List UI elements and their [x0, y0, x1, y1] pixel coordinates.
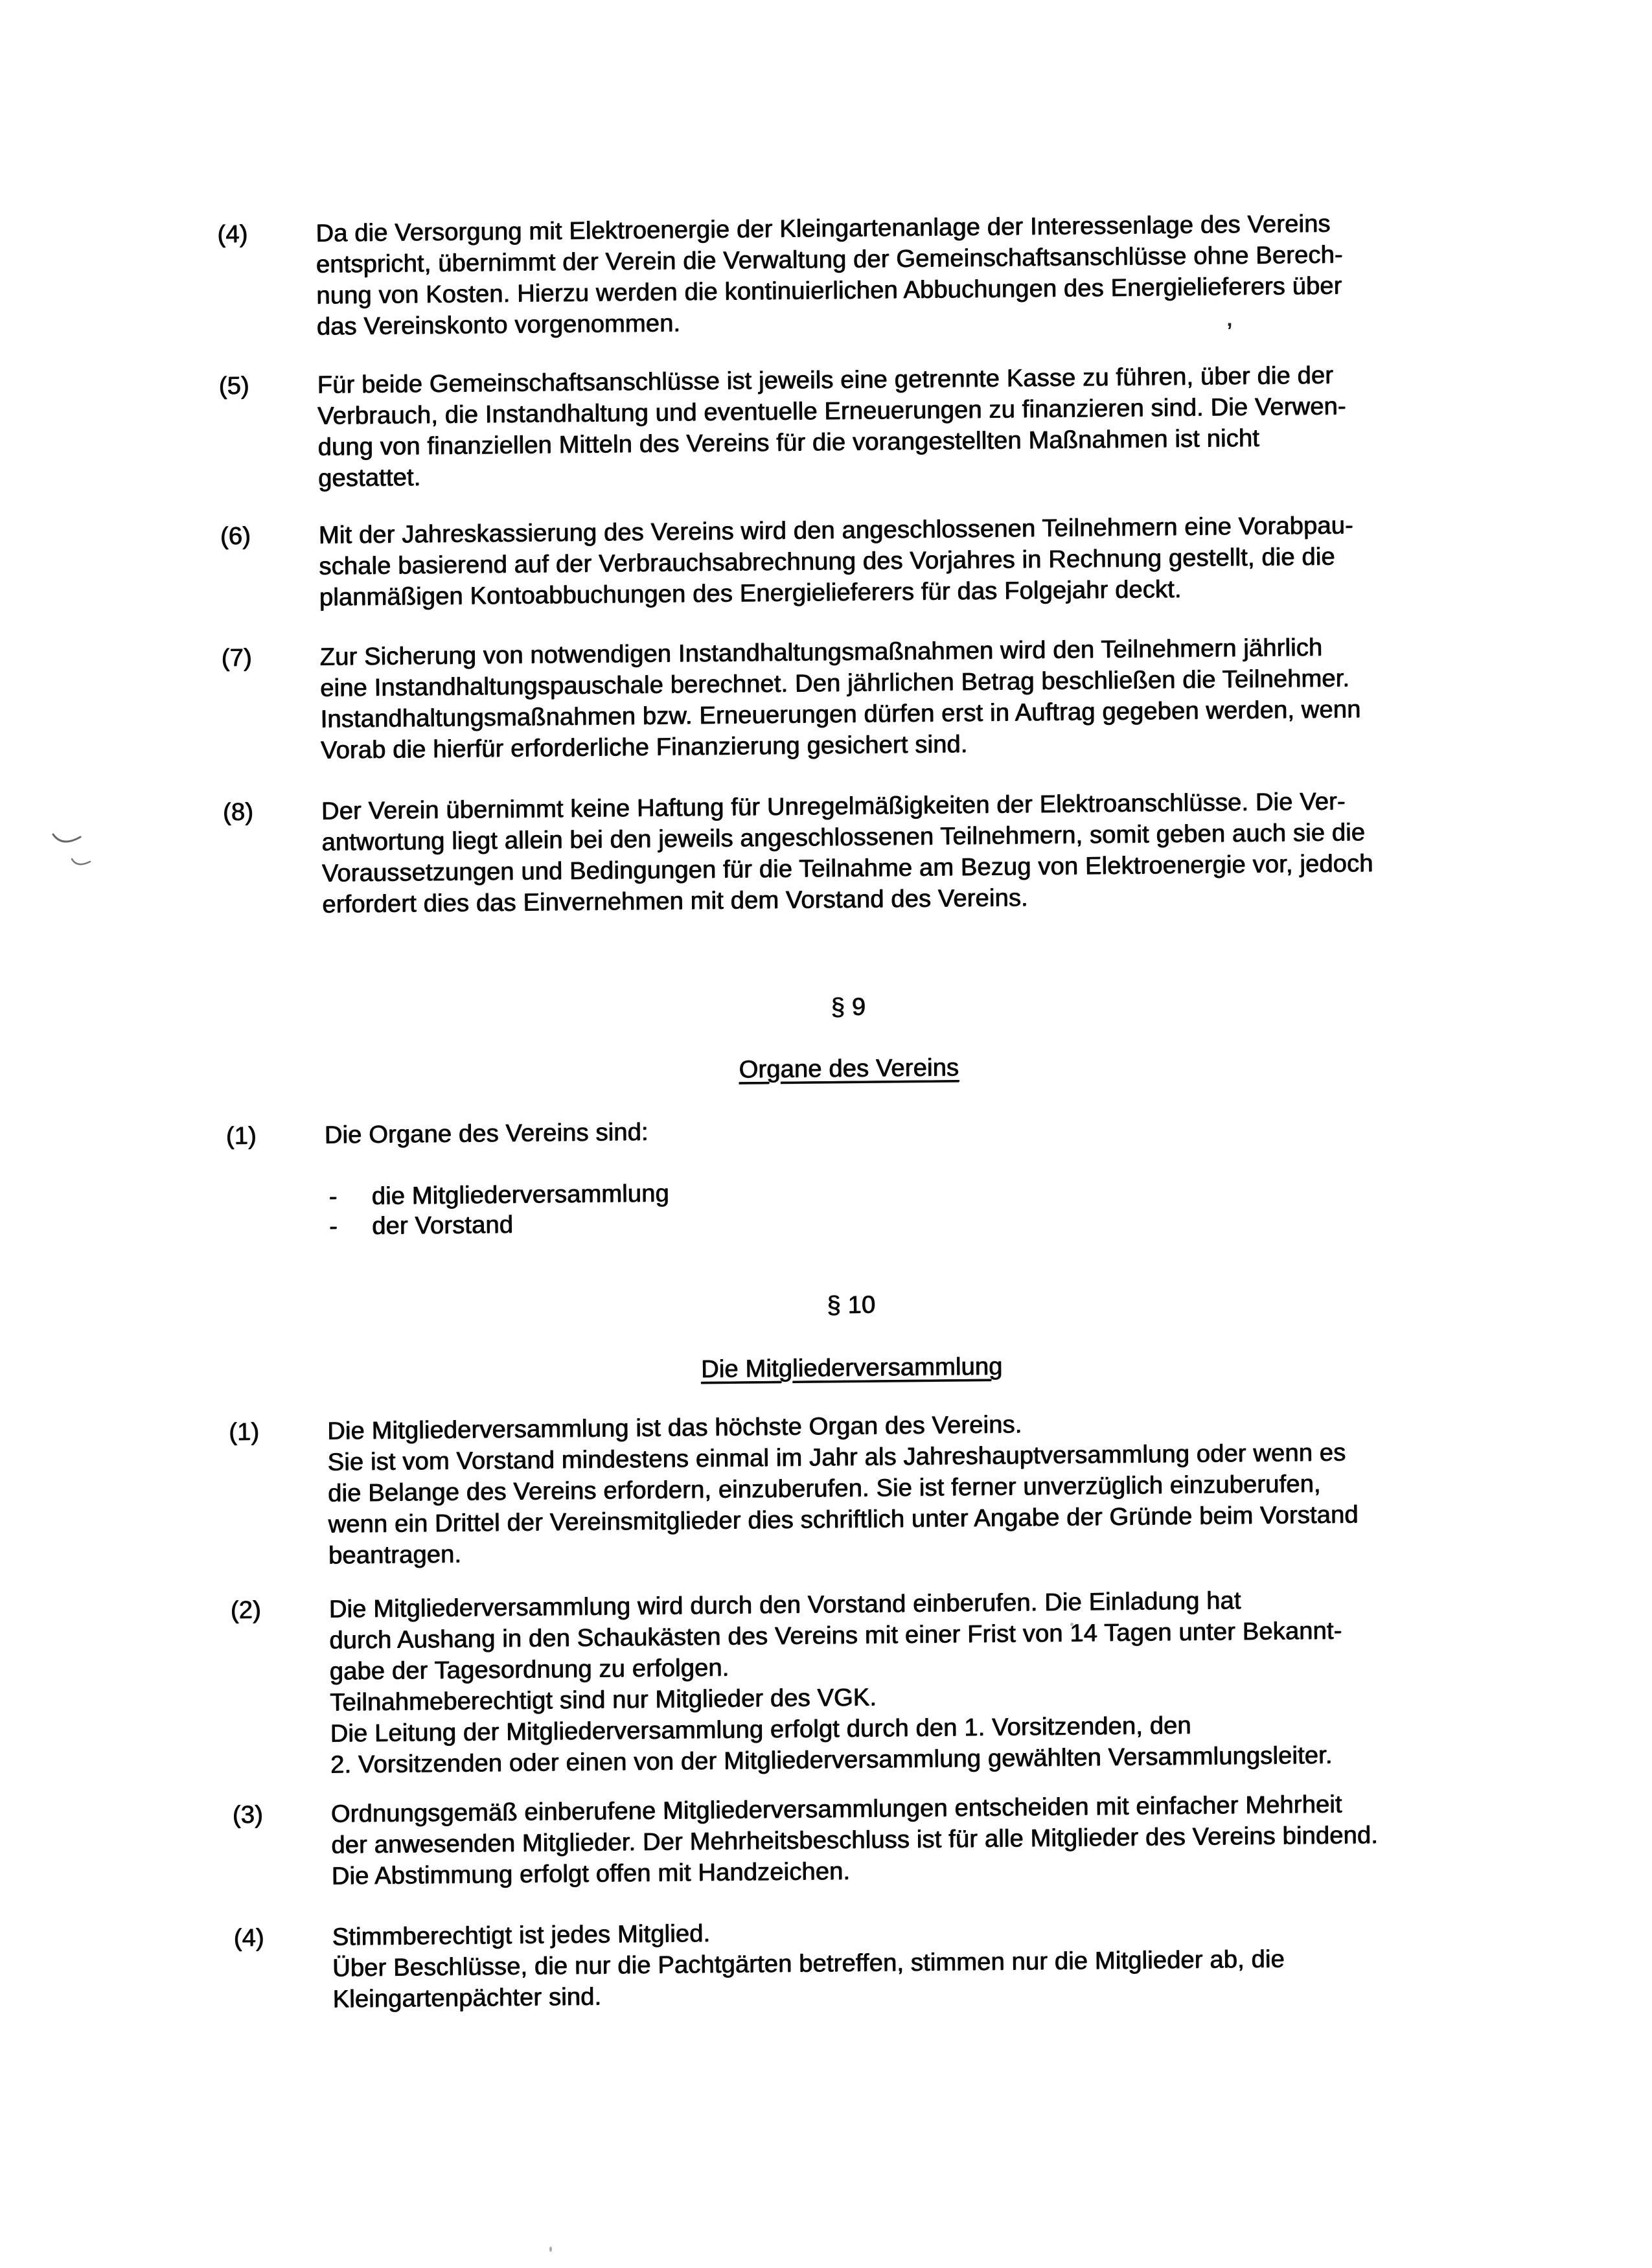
paragraph-text [328, 1583, 1479, 1780]
paragraph-text [315, 207, 1465, 343]
paragraph-text [324, 1108, 1473, 1151]
paragraph-text [317, 359, 1467, 494]
text-line: Kleingartenpächter sind. [332, 1983, 602, 2013]
text-line: entspricht, übernimmt der Verein die Verwaltung der Gemeinschaftsanschlüsse ohne Berech- [315, 241, 1343, 279]
paragraph-number: (1) [228, 1418, 260, 1446]
text-line: Mit der Jahreskassierung des Vereins wird den angeschlossenen Teilnehmern eine Vorabpau- [318, 512, 1353, 549]
paragraph-text [330, 1787, 1480, 1892]
text-line: beantragen. [328, 1541, 462, 1570]
organs-list [226, 1171, 1474, 1242]
text-line: Die Abstimmung erfolgt offen mit Handzeichen. [331, 1857, 851, 1890]
paragraph-6 [220, 509, 1467, 614]
text-line: dung von finanziellen Mitteln des Vereins für die vorangestellten Maßnahmen ist nicht [317, 424, 1259, 461]
text-line: der anwesenden Mitglieder. Der Mehrheitsbeschluss ist für alle Mitglieder des Vereins bindend. [330, 1821, 1378, 1859]
text-line: Über Beschlüsse, die nur die Pachtgärten betreffen, stimmen nur die Mitglieder ab, die [332, 1945, 1285, 1982]
text-line: gestattet. [317, 464, 421, 492]
text-line: Voraussetzungen und Bedingungen für die Teilnahme am Bezug von Elektroenergie vor, jedoch [321, 849, 1373, 888]
paragraph-number: (7) [221, 644, 252, 672]
text-line: eine Instandhaltungspauschale berechnet. Den jährlichen Betrag beschließen die Teilnehmer. [319, 665, 1350, 702]
text-line: Instandhaltungsmaßnahmen bzw. Erneuerungen dürfen erst in Auftrag gegeben werden, wenn [320, 696, 1361, 733]
scan-speck [1070, 1623, 1073, 1626]
text-line: durch Aushang in den Schaukästen des Vereins mit einer Frist von 14 Tagen unter Bekannt- [328, 1617, 1342, 1655]
scan-speck [549, 2247, 552, 2252]
text-line: Die Leitung der Mitgliederversammlung erfolgt durch den 1. Vorsitzenden, den [330, 1712, 1191, 1748]
paragraph-10-3 [232, 1787, 1480, 1892]
paragraph-text [321, 785, 1471, 920]
stray-ink-mark: , [1226, 303, 1233, 332]
text-line: Zur Sicherung von notwendigen Instandhaltungsmaßnahmen wird den Teilnehmern jährlich [319, 634, 1323, 671]
paragraph-text [318, 509, 1467, 613]
paragraph-number: (6) [220, 522, 251, 550]
text-line: nung von Kosten. Hierzu werden die kontinuierlichen Abbuchungen des Energielieferers über [315, 272, 1342, 310]
text-line: wenn ein Drittel der Vereinsmitglieder dies schriftlich unter Angabe der Gründe beim Vorstand [328, 1501, 1359, 1539]
paragraph-7 [221, 630, 1469, 766]
section-10-heading: § 10 [827, 1291, 876, 1320]
paragraph-4 [217, 207, 1465, 343]
text-line: Für beide Gemeinschaftsanschlüsse ist jeweils eine getrennte Kasse zu führen, über die der [317, 361, 1334, 399]
text-line: Stimmberechtigt ist jedes Mitglied. [332, 1919, 711, 1951]
section-9-heading: § 9 [831, 993, 866, 1021]
paragraph-10-4 [233, 1910, 1481, 2015]
paragraph-text [319, 630, 1469, 766]
section-10-title-text: Die Mitgliederversammlung [700, 1353, 1003, 1383]
text-line: Da die Versorgung mit Elektroenergie der Kleingartenanlage der Interessenlage des Vereins [315, 210, 1331, 247]
text-line: Verbrauch, die Instandhaltung und eventuelle Erneuerungen zu finanzieren sind. Die Verwen- [317, 393, 1346, 430]
paragraph-number: (1) [225, 1122, 257, 1150]
paragraph-8 [223, 785, 1471, 921]
list-dash: - [328, 1183, 338, 1211]
text-line: Sie ist vom Vorstand mindestens einmal im Jahr als Jahreshauptversammlung oder wenn es [327, 1439, 1346, 1476]
paragraph-text [327, 1404, 1477, 1571]
paragraph-number: (8) [222, 798, 254, 826]
text-line: Der Verein übernimmt keine Haftung für Unregelmäßigkeiten der Elektroanschlüsse. Die Ver- [321, 788, 1346, 825]
text-line: schale basierend auf der Verbrauchsabrechnung des Vorjahres in Rechnung gestellt, die die [318, 543, 1335, 580]
paragraph-5 [218, 359, 1467, 495]
paragraph-10-1 [229, 1404, 1477, 1572]
document-text-block [217, 207, 1482, 2016]
text-line: das Vereinskonto vorgenommen. [316, 310, 681, 341]
text-line: Vorab die hierfür erforderliche Finanzierung gesichert sind. [320, 730, 968, 764]
text-line: gabe der Tagesordnung zu erfolgen. [329, 1654, 729, 1686]
text-line: die Belange des Vereins erfordern, einzuberufen. Sie ist ferner unverzüglich einzuberufen, [327, 1470, 1321, 1507]
handwritten-mark [68, 854, 100, 873]
paragraph-number: (2) [230, 1596, 261, 1624]
section-10-title [228, 1346, 1475, 1389]
text-line: Die Mitgliederversammlung ist das höchste Organ des Vereins. [327, 1411, 1022, 1445]
text-line: 2. Vorsitzenden oder einen von der Mitgliederversammlung gewählten Versammlungsleiter. [330, 1741, 1333, 1779]
list-dash: - [328, 1213, 338, 1241]
section-9-title-text: Organe des Vereins [739, 1054, 959, 1084]
text-line: Teilnahmeberechtigt sind nur Mitglieder des VGK. [329, 1684, 877, 1717]
section-9-title [225, 1047, 1472, 1090]
paragraph-number: (4) [217, 220, 248, 248]
paragraph-text [332, 1910, 1481, 2015]
text-line: erfordert dies das Einvernehmen mit dem Vorstand des Vereins. [321, 884, 1028, 919]
text-line: Ordnungsgemäß einberufene Mitgliederversammlungen entscheiden mit einfacher Mehrheit [330, 1791, 1342, 1828]
list-items [325, 1171, 1474, 1241]
handwritten-mark [51, 828, 96, 854]
list-item-label: der Vorstand [371, 1211, 514, 1240]
text-line: Die Organe des Vereins sind: [324, 1118, 648, 1149]
paragraph-number: (3) [232, 1801, 263, 1829]
text-line: Die Mitgliederversammlung wird durch den Vorstand einberufen. Die Einladung hat [328, 1586, 1241, 1623]
section-9-item-1 [225, 1108, 1473, 1151]
list-item-label: die Mitgliederversammlung [371, 1180, 669, 1210]
paragraph-number: (5) [218, 372, 249, 400]
text-line: antwortung liegt allein bei den jeweils angeschlossenen Teilnehmern, somit geben auch sie die [321, 819, 1366, 856]
text-line: planmäßigen Kontoabbuchungen des Energielieferers für das Folgejahr deckt. [319, 575, 1182, 612]
paragraph-10-2 [230, 1583, 1479, 1781]
paragraph-number: (4) [233, 1924, 264, 1952]
